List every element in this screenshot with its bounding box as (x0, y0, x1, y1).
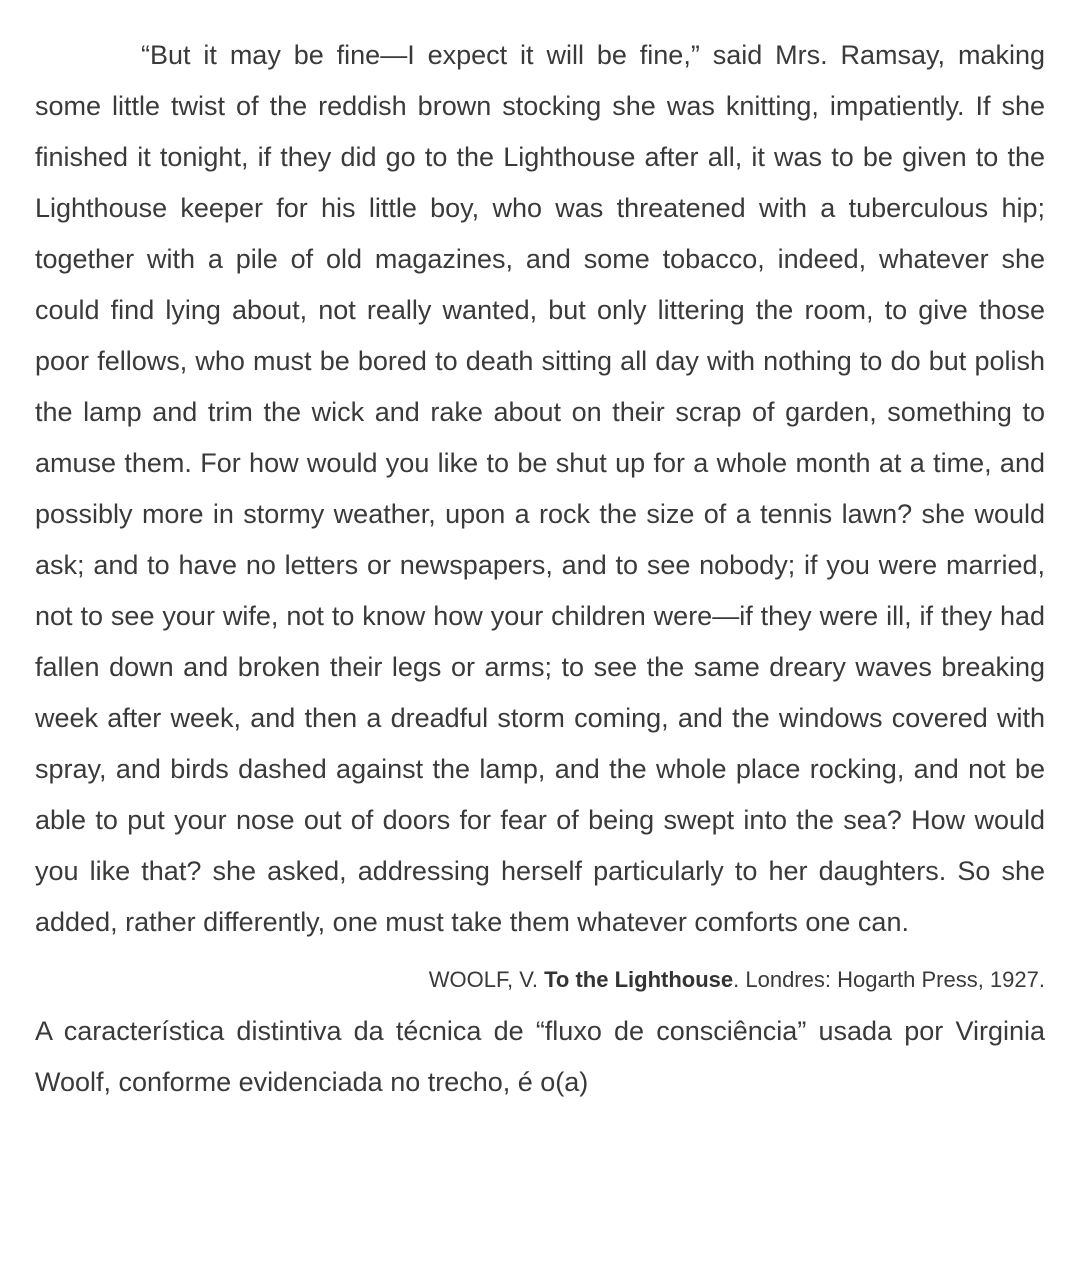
passage-text: “But it may be fine—I expect it will be fine,” said Mrs. Ramsay, making some little twist of the reddish brown stocking she was knitting, impatiently. If she finished it tonight, if they did go to the Lighthouse after all, it was to be given to the Lighthouse keeper for his little boy, who was threatened with a tuberculous hip; together with a pile of old magazines, and some tobacco, indeed, whatever she could find lying about, not really wanted, but only littering the room, to give those poor fellows, who must be bored to death sitting all day with nothing to do but polish the lamp and trim the wick and rake about on their scrap of garden, something to amuse them. For how would you like to be shut up for a whole month at a time, and possibly more in stormy weather, upon a rock the size of a tennis lawn? she would ask; and to have no letters or newspapers, and to see nobody; if you were married, not to see your wife, not to know how your children were—if they were ill, if they had fallen down and broken their legs or arms; to see the same dreary waves breaking week after week, and then a dreadful storm coming, and the windows covered with spray, and birds dashed against the lamp, and the whole place rocking, and not be able to put your nose out of doors for fear of being swept into the sea? How would you like that? she asked, addressing herself particularly to her daughters. So she added, rather differently, one must take them whatever comforts one can. (35, 40, 1045, 937)
citation-publication: . Londres: Hogarth Press, 1927. (733, 967, 1045, 992)
citation-title: To the Lighthouse (544, 967, 734, 992)
citation (35, 966, 1045, 994)
citation-author: WOOLF, V. (428, 967, 538, 992)
question-prompt: A característica distintiva da técnica de “fluxo de consciência” usada por Virginia Woolf, conforme evidenciada no trecho, é o(a) (35, 1016, 1045, 1097)
